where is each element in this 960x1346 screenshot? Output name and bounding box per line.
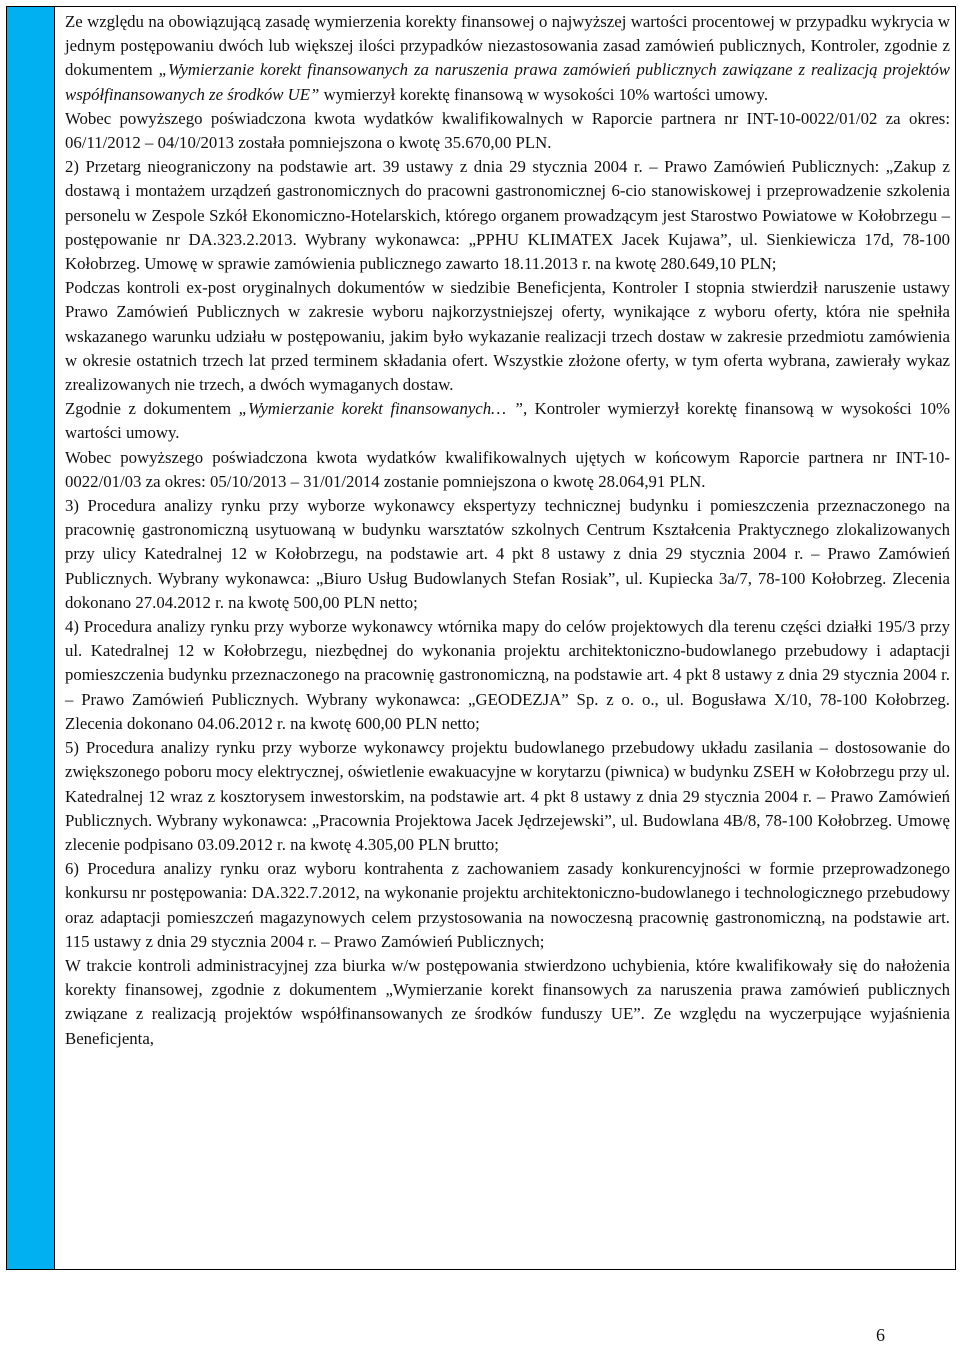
text-run: , Kontroler wymierzył korektę finansową w wysokości 10% wartości umowy.	[65, 399, 950, 443]
text-run: 3) Procedura analizy rynku przy wyborze wykonawcy ekspertyzy technicznej budynku i pomieszczenia przeznaczonego na pracownię gastronomiczną usytuowaną w budynku warsztatów szkolnych Centrum Kształcenia Praktycznego zlokalizowanych przy ulicy Katedralnej 12 w Kołobrzegu, na podstawie art. 4 pkt 8 ustawy z dnia 29 stycznia 2004 r. – Prawo Zamówień Publicznych. Wybrany wykonawca: „Biuro Usług Budowlanych Stefan Rosiak”, ul. Kupiecka 3a/7, 78-100 Kołobrzeg. Zlecenia dokonano 27.04.2012 r. na kwotę 500,00 PLN netto;	[65, 496, 950, 612]
paragraph	[65, 446, 950, 494]
text-run: 5) Procedura analizy rynku przy wyborze wykonawcy projektu budowlanego przebudowy układu zasilania – dostosowanie do zwiększonego poboru mocy elektrycznej, oświetlenie ewakuacyjne w korytarzu (piwnica) w budynku ZSEH w Kołobrzegu przy ul. Katedralnej 12 wraz z kosztorysem inwestorskim, na podstawie art. 4 pkt 8 ustawy z dnia 29 stycznia 2004 r. – Prawo Zamówień Publicznych. Wybrany wykonawca: „Pracownia Projektowa Jacek Jędrzejewski”, ul. Budowlana 4B/8, 78-100 Kołobrzeg. Umowę zlecenie podpisano 03.09.2012 r. na kwotę 4.305,00 PLN brutto;	[65, 738, 950, 854]
paragraph	[65, 615, 950, 736]
paragraph	[65, 107, 950, 155]
paragraph	[65, 397, 950, 445]
text-run: Wobec powyższego poświadczona kwota wydatków kwalifikowalnych w Raporcie partnera nr INT-10-0022/01/02 za okres: 06/11/2012 – 04/10/2013 została pomniejszona o kwotę 35.670,00 PLN.	[65, 108, 950, 153]
italic-reference: „Wymierzanie korekt finansowanych za naruszenia prawa zamówień publicznych zawiązane z realizacją projektów współfinansowanych ze środków UE”	[65, 60, 950, 104]
paragraph	[65, 155, 950, 276]
text-run: Zgodnie z dokumentem	[65, 399, 239, 419]
italic-reference: „Wymierzanie korekt finansowanych… ”	[238, 399, 523, 419]
margin-column	[7, 7, 55, 1269]
text-run: 6) Procedura analizy rynku oraz wyboru kontrahenta z zachowaniem zasady konkurencyjności w formie przeprowadzonego konkursu nr postępowania: DA.322.7.2012, na wykonanie projektu architektoniczno-budowlanego i technologicznego przebudowy oraz adaptacji pomieszczeń magazynowych celem przystosowania na nowoczesną pracownię gastronomiczną, na podstawie art. 115 ustawy z dnia 29 stycznia 2004 r. – Prawo Zamówień Publicznych;	[65, 859, 950, 951]
page-number: 6	[876, 1325, 885, 1345]
paragraph	[65, 494, 950, 615]
paragraph	[65, 276, 950, 397]
text-run: 4) Procedura analizy rynku przy wyborze wykonawcy wtórnika mapy do celów projektowych dla terenu części działki 195/3 przy ul. Katedralnej 12 w Kołobrzegu, niezbędnej do wykonania projektu architektoniczno-budowlanego przebudowy i adaptacji pomieszczenia budynku przeznaczonego na pracownię gastronomiczną, na podstawie art. 4 pkt 8 ustawy z dnia 29 stycznia 2004 r. – Prawo Zamówień Publicznych. Wybrany wykonawca: „GEODEZJA” Sp. z o. o., ul. Bogusława X/10, 78-100 Kołobrzeg. Zlecenia dokonano 04.06.2012 r. na kwotę 600,00 PLN netto;	[65, 617, 950, 733]
document-frame	[6, 6, 956, 1270]
text-run: 2) Przetarg nieograniczony na podstawie art. 39 ustawy z dnia 29 stycznia 2004 r. – Prawo Zamówień Publicznych: „Zakup z dostawą i montażem urządzeń gastronomicznych do pracowni gastronomicznej 6-cio stanowiskowej i przeprowadzenie szkolenia personelu w Zespole Szkół Ekonomiczno-Hotelarskich, którego organem prowadzącym jest Starostwo Powiatowe w Kołobrzegu – postępowanie nr DA.323.2.2013. Wybrany wykonawca: „PPHU KLIMATEX Jacek Kujawa”, ul. Sienkiewicza 17d, 78-100 Kołobrzeg. Umowę w sprawie zamówienia publicznego zawarto 18.11.2013 r. na kwotę 280.649,10 PLN;	[65, 157, 950, 274]
text-run: Podczas kontroli ex-post oryginalnych dokumentów w siedzibie Beneficjenta, Kontroler I stopnia stwierdził naruszenie ustawy Prawo Zamówień Publicznych w zakresie wyboru najkorzystniejszej oferty, wynikające z wyboru oferty, która nie spełniła wskazanego warunku udziału w postępowaniu, jakim było wykazanie realizacji trzech dostaw w zakresie przedmiotu zamówienia w okresie ostatnich trzech lat przed terminem składania ofert. Wszystkie złożone oferty, w tym oferta wybrana, zawierały wykaz zrealizowanych nie trzech, a dwóch wymaganych dostaw.	[65, 278, 950, 395]
paragraph	[65, 857, 950, 954]
text-run: Ze względu na obowiązującą zasadę wymierzenia korekty finansowej o najwyższej wartości procentowej w przypadku wykrycia w jednym postępowaniu dwóch lub większej ilości przypadków niezastosowania zasad zamówień publicznych, Kontroler, zgodnie z dokumentem	[65, 12, 950, 80]
text-run: Wobec powyższego poświadczona kwota wydatków kwalifikowalnych ujętych w końcowym Raporcie partnera nr INT-10-0022/01/03 za okres: 05/10/2013 – 31/01/2014 zostanie pomniejszona o kwotę 28.064,91 PLN.	[65, 447, 950, 491]
paragraph	[65, 954, 950, 1051]
document-body	[55, 7, 955, 1269]
paragraph	[65, 736, 950, 857]
paragraph	[65, 10, 950, 107]
text-run: wymierzył korektę finansową w wysokości 10% wartości umowy.	[319, 84, 769, 104]
text-run: W trakcie kontroli administracyjnej zza biurka w/w postępowania stwierdzono uchybienia, które kwalifikowały się do nałożenia korekty finansowej, zgodnie z dokumentem „Wymierzanie korekt finansowych za naruszenia prawa zamówień publicznych związane z realizacją projektów współfinansowanych ze środków funduszy UE”. Ze względu na wyczerpujące wyjaśnienia Beneficjenta,	[65, 955, 950, 1048]
